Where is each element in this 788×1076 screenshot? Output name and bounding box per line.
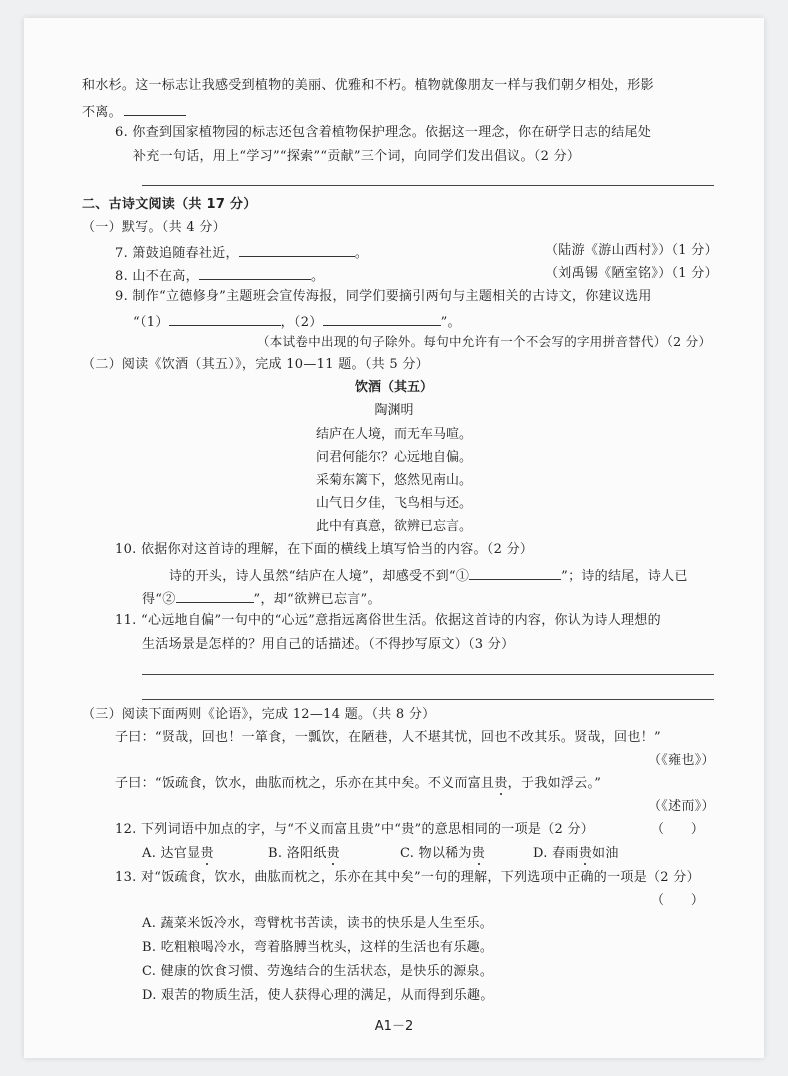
dotted-char: 贵 <box>578 846 593 861</box>
q9-note: （本试卷中出现的句子除外。每句中允许有一个不会写的字用拼音替代）（2 分） <box>257 334 712 349</box>
poem-line: 采菊东篱下，悠然见南山。 <box>315 473 472 488</box>
q13-option-a[interactable]: A. 蔬菜米饭冷水，弯臂枕书苦读，读书的快乐是人生至乐。 <box>142 916 494 931</box>
q6-answer-line[interactable] <box>142 185 714 186</box>
intro-answer-blank[interactable] <box>124 101 186 116</box>
part-3-title: （三）阅读下面两则《论语》，完成 12—14 题。（共 8 分） <box>82 707 436 722</box>
option-c-text: C. 物以稀为 <box>400 846 472 861</box>
q7-answer-blank[interactable] <box>239 242 355 257</box>
q12-option-c[interactable] <box>400 845 485 863</box>
exam-page <box>24 18 764 1058</box>
poem-title: 饮酒（其五） <box>354 380 433 395</box>
q7-end: 。 <box>354 246 369 261</box>
option-d-text: D. 春雨 <box>533 846 579 861</box>
poem-line: 结庐在人境，而无车马喧。 <box>315 427 472 442</box>
q10-part-a: 诗的开头，诗人虽然“结庐在人境”，却感受不到“① <box>169 569 470 584</box>
analects-source-1: （《雍也》） <box>648 753 715 768</box>
q10-answer-blank-2[interactable] <box>176 588 254 603</box>
analects-quote-1: 子曰：“贤哉，回也！一箪食，一瓢饮，在陋巷，人不堪其忧，回也不改其乐。贤哉，回也！” <box>115 730 661 745</box>
q7-question <box>115 242 368 263</box>
q9-open: “（1） <box>133 315 169 330</box>
analects-source-2: （《述而》） <box>648 799 715 814</box>
analects-quote-2 <box>115 775 601 793</box>
q11-line-2: 生活场景是怎样的？用自己的话描述。（不得抄写原文）（3 分） <box>142 637 515 652</box>
q12-option-a[interactable] <box>142 845 214 863</box>
quote-2-post: ，于我如浮云。” <box>507 776 602 791</box>
section-2-title: 二、古诗文阅读（共 17 分） <box>82 197 257 212</box>
q12-question: 12. 下列词语中加点的字，与“不义而富且贵”中“贵”的意思相同的一项是（2 分） <box>115 822 595 837</box>
q7-text: 7. 箫鼓追随春社近， <box>115 246 239 261</box>
dotted-char: 贵 <box>471 846 486 861</box>
option-a-text: A. 达官显 <box>142 846 201 861</box>
q9-mid: ，（2） <box>280 315 323 330</box>
q6-line-2: 补充一句话，用上“学习”“探索”“贡献”三个词，向同学们发出倡议。（2 分） <box>133 149 581 164</box>
q10-part-d: ”，却“欲辨已忘言”。 <box>253 592 381 607</box>
q11-line-1: 11. “心远地自偏”一句中的“心远”意指远离俗世生活。依据这首诗的内容，你认为诗人理想的 <box>115 613 661 628</box>
q10-part-b: ”；诗的结尾，诗人已 <box>561 569 688 584</box>
q10-line-1: 10. 依据你对这首诗的理解，在下面的横线上填写恰当的内容。（2 分） <box>115 542 534 557</box>
intro-line-1: 和水杉。这一标志让我感受到植物的美丽、优雅和不朽。植物就像朋友一样与我们朝夕相处，形影 <box>82 78 654 93</box>
q8-question <box>115 265 324 286</box>
poem-line: 此中有真意，欲辨已忘言。 <box>315 519 472 534</box>
q6-line-1: 6. 你查到国家植物园的标志还包含着植物保护理念。依据这一理念，你在研学日志的结尾处 <box>115 125 652 140</box>
q13-option-d[interactable]: D. 艰苦的物质生活，使人获得心理的满足，从而得到乐趣。 <box>142 988 494 1003</box>
poem-author: 陶渊明 <box>374 403 414 418</box>
page-number: A1－2 <box>374 1019 414 1034</box>
q13-option-c[interactable]: C. 健康的饮食习惯、劳逸结合的生活状态，是快乐的源泉。 <box>142 964 494 979</box>
q10-answer-blank-1[interactable] <box>469 565 561 580</box>
q9-answer-blank-1[interactable] <box>169 311 281 326</box>
dotted-char: 贵 <box>494 776 508 791</box>
intro-line-2 <box>82 101 186 122</box>
q10-line-2 <box>169 565 688 586</box>
q13-answer-paren[interactable]: （ ） <box>651 893 705 908</box>
dotted-char: 贵 <box>326 846 340 861</box>
q12-option-b[interactable] <box>268 845 340 863</box>
dotted-char: 贵 <box>200 846 214 861</box>
q8-source: （刘禹锡《陋室铭》）（1 分） <box>545 266 718 281</box>
q13-option-b[interactable]: B. 吃粗粮喝冷水，弯着胳膊当枕头，这样的生活也有乐趣。 <box>142 940 494 955</box>
q12-option-d[interactable] <box>533 845 619 863</box>
q8-end: 。 <box>310 269 325 284</box>
q8-text: 8. 山不在高， <box>115 269 199 284</box>
q13-question: 13. 对“饭疏食，饮水，曲肱而枕之，乐亦在其中矣”一句的理解，下列选项中正确的一项是（2 分） <box>115 870 700 885</box>
option-d-post: 如油 <box>592 846 619 861</box>
part-2-title: （二）阅读《饮酒（其五）》，完成 10—11 题。（共 5 分） <box>82 357 429 372</box>
part-1-title: （一）默写。（共 4 分） <box>82 220 226 235</box>
q9-line-2 <box>133 311 461 332</box>
q11-answer-line[interactable] <box>142 699 714 700</box>
poem-line: 山气日夕佳，飞鸟相与还。 <box>315 496 472 511</box>
option-b-text: B. 洛阳纸 <box>268 846 327 861</box>
q11-answer-line[interactable] <box>142 674 714 675</box>
q12-answer-paren[interactable]: （ ） <box>651 822 705 837</box>
poem-line: 问君何能尔？心远地自偏。 <box>315 450 472 465</box>
q10-line-3 <box>142 588 381 609</box>
quote-2-pre: 子曰：“饭疏食，饮水，曲肱而枕之，乐亦在其中矣。不义而富且 <box>115 776 495 791</box>
q9-answer-blank-2[interactable] <box>323 311 441 326</box>
q8-answer-blank[interactable] <box>199 265 311 280</box>
q9-close: ”。 <box>440 315 461 330</box>
intro-line-2-text: 不离。 <box>82 105 122 120</box>
q7-source: （陆游《游山西村》）（1 分） <box>545 243 718 258</box>
q10-part-c: 得“② <box>142 592 176 607</box>
q9-line-1: 9. 制作“立德修身”主题班会宣传海报，同学们要摘引两句与主题相关的古诗文，你建议选用 <box>115 289 652 304</box>
